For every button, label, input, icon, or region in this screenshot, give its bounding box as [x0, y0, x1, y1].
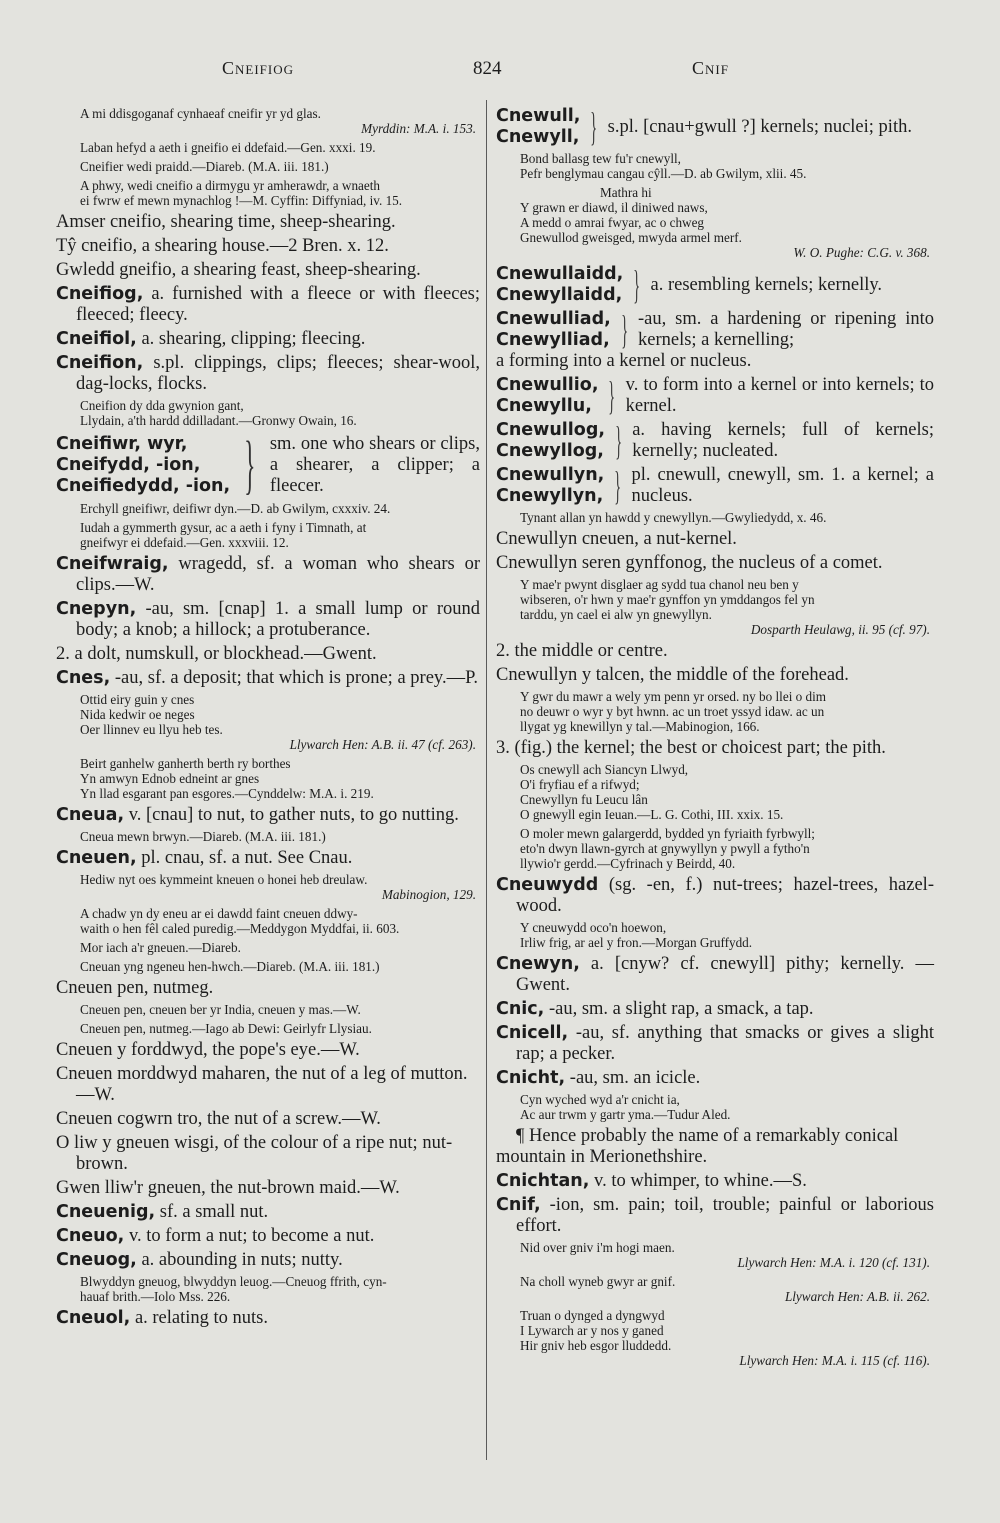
dictionary-entry: [56, 848, 480, 869]
definition: pl. cnewull, cnewyll, sm. 1. a kernel; a nucleus.: [631, 465, 934, 506]
citation-line: gneifwyr ei ddefaid.—Gen. xxxviii. 12.: [80, 535, 289, 550]
citation: [520, 689, 934, 734]
headword: Cnichtan,: [496, 1171, 590, 1191]
headword: Cneifion,: [56, 353, 144, 373]
sub-sense: Cnewullyn cneuen, a nut-kernel.: [496, 529, 737, 549]
definition: v. to form a nut; to become a nut.: [124, 1226, 375, 1246]
definition: -au, sf. anything that smacks or gives a slight rap; a pecker.: [516, 1023, 934, 1064]
dictionary-entry: [56, 554, 480, 596]
citation: [80, 940, 480, 955]
sub-sense: Tŷ cneifio, a shearing house.—2 Bren. x. 12.: [56, 236, 389, 256]
dictionary-entry: [56, 353, 480, 395]
citation-line: Cnewyllyn fu Leucu lân: [520, 792, 648, 807]
headword: Cneifiedydd, -ion,: [56, 475, 231, 496]
citation: [80, 159, 480, 174]
citation-line: Oer llinnev eu llyu heb tes.: [80, 722, 223, 737]
citation-line: Cneuan yng ngeneu hen-hwch.—Diareb. (M.A. iii. 181.): [80, 959, 380, 974]
definition: -ion, sm. pain; toil, trouble; painful or laborious effort.: [516, 1195, 934, 1236]
citation-line: eto'n dwyn llawn-gyrch at gnywyllyn y pwyll a fytho'n: [520, 841, 810, 856]
headword: Cnewullog,: [496, 420, 605, 440]
citation-line: waith o hen fêl caled puredig.—Meddygon Myddfai, ii. 603.: [80, 921, 400, 936]
headword: Cneifiwr, wyr,: [56, 433, 188, 454]
dictionary-entry: [496, 1023, 934, 1065]
braced-entry: [496, 420, 934, 462]
citation: [80, 106, 480, 136]
citation-line: Cneuen pen, cneuen ber yr India, cneuen y mas.—W.: [80, 1002, 361, 1017]
brace-glyph: }: [615, 418, 622, 463]
citation: [520, 1240, 934, 1270]
sub-sense: Cnewullyn y talcen, the middle of the forehead.: [496, 665, 849, 685]
headword: Cnicell,: [496, 1023, 569, 1043]
dictionary-entry: [56, 805, 480, 826]
citation-line: Cneifier wedi praidd.—Diareb. (M.A. iii. 181.): [80, 159, 329, 174]
brace-glyph: }: [614, 463, 622, 508]
definition: sm. one who shears or clips, a shearer, a clipper; a fleecer.: [269, 433, 480, 496]
citation: [80, 398, 480, 428]
sub-sense: 3. (fig.) the kernel; the best or choicest part; the pith.: [496, 738, 886, 758]
headword: Cnewullaidd,: [496, 264, 624, 284]
braced-entry: [496, 106, 934, 148]
braced-entry: [496, 465, 934, 507]
definition: -au, sm. [cnap] 1. a small lump or round body; a knob; a hillock; a protuberance.: [76, 599, 480, 640]
headword-group: [56, 434, 230, 497]
citation-line: Iudah a gymmerth gysur, ac a aeth i fyny i Timnath, at: [80, 520, 367, 535]
headword: Cnewyllyn,: [496, 486, 604, 506]
header-right-guideword: Cnif: [692, 58, 729, 78]
citation-line: O gnewyll egin Ieuan.—L. G. Cothi, III. xxix. 15.: [520, 807, 784, 822]
headword: Cnewyn,: [496, 954, 580, 974]
citation-line: Ac aur trwm y gartr yma.—Tudur Aled.: [520, 1107, 731, 1122]
headword-group: [496, 420, 605, 462]
citation-line: A medd o amrai fwyar, ac o chweg: [520, 215, 705, 230]
definition: -au, sm. a slight rap, a smack, a tap.: [544, 999, 814, 1019]
sub-sense: 2. the middle or centre.: [496, 641, 668, 661]
dictionary-entry: [56, 599, 480, 641]
citation: [520, 920, 934, 950]
citation-line: Yn llad esgarant pan esgores.—Cynddelw: M.A. i. 219.: [80, 786, 374, 801]
citation-line: O'i fryfiau ef a rifwyd;: [520, 777, 640, 792]
sub-sense: Cneuen pen, nutmeg.: [56, 978, 214, 998]
citation-line: A chadw yn dy eneu ar ei dawdd faint cneuen ddwy-: [80, 906, 358, 921]
citation-line: Cneuen pen, nutmeg.—Iago ab Dewi: Geirlyfr Llysiau.: [80, 1021, 372, 1036]
citation: [80, 829, 480, 844]
headword: Cneuwydd: [496, 875, 599, 895]
citation-line: Hediw nyt oes kymmeint kneuen o honei heb dreulaw.: [80, 872, 368, 887]
headword: Cnepyn,: [56, 599, 137, 619]
headword: Cnewullyn,: [496, 465, 605, 485]
headword: Cneifwraig,: [56, 554, 169, 574]
citation-line: Cneifion dy dda gwynion gant,: [80, 398, 244, 413]
citation: [520, 185, 934, 260]
citation-line: Mor iach a'r gneuen.—Diareb.: [80, 940, 241, 955]
definition: v. to form into a kernel or into kernels; to kernel.: [625, 375, 934, 416]
citation-line: Na choll wyneb gwyr ar gnif.: [520, 1274, 676, 1289]
sub-sense: Cneuen y forddwyd, the pope's eye.—W.: [56, 1040, 360, 1060]
headword: Cneua,: [56, 805, 125, 825]
citation-line: Laban hefyd a aeth i gneifio ei ddefaid.—Gen. xxxi. 19.: [80, 140, 376, 155]
citation-line: Erchyll gneifiwr, deifiwr dyn.—D. ab Gwilym, cxxxiv. 24.: [80, 501, 391, 516]
citation-line: I Lywarch ar y nos y ganed: [520, 1323, 664, 1338]
citation: [80, 692, 480, 752]
dictionary-entry: [56, 668, 480, 689]
citation-line: Nida kedwir oe neges: [80, 707, 195, 722]
running-header: [0, 58, 1000, 82]
sub-sense: Gwen lliw'r gneuen, the nut-brown maid.—W.: [56, 1178, 400, 1198]
citation-line: A mi ddisgoganaf cynhaeaf cneifir yr yd glas.: [80, 106, 321, 121]
dictionary-entry: [56, 1202, 480, 1223]
citation-source: Myrddin: M.A. i. 153.: [361, 121, 476, 136]
citation: [80, 1274, 480, 1304]
brace-glyph: }: [590, 104, 598, 149]
citation-line: Hir gniv heb esgor lluddedd.: [520, 1338, 672, 1353]
editorial-note: ¶ Hence probably the name of a remarkably conical mountain in Merionethshire.: [496, 1126, 899, 1167]
headword: Cnewull,: [496, 106, 581, 126]
citation-source: Llywarch Hen: A.B. ii. 47 (cf. 263).: [289, 737, 476, 752]
dictionary-entry: [496, 1171, 934, 1192]
definition: a. resembling kernels; kernelly.: [650, 274, 883, 295]
citation-line: Blwyddyn gneuog, blwyddyn leuog.—Cneuog ffrith, cyn-: [80, 1274, 387, 1289]
citation: [520, 510, 934, 525]
headword: Cneuenig,: [56, 1202, 156, 1222]
citation: [80, 872, 480, 902]
left-column: [56, 106, 480, 1332]
citation-line: no deuwr o wyr y byt hwnn. ac un troet yssyd idaw. ac un: [520, 704, 825, 719]
citation-line: Cneua mewn brwyn.—Diareb. (M.A. iii. 181.): [80, 829, 326, 844]
headword-group: [496, 375, 598, 417]
dictionary-entry: [496, 954, 934, 996]
page-number: 824: [473, 58, 502, 79]
headword: Cnewyllaidd,: [496, 285, 623, 305]
citation-line: hauaf brith.—Iolo Mss. 226.: [80, 1289, 231, 1304]
citation-line: llygat yg knewillyn y tal.—Mabinogion, 166.: [520, 719, 760, 734]
headword: Cneuol,: [56, 1308, 131, 1328]
citation-line: Llydain, a'th hardd ddilladant.—Gronwy Owain, 16.: [80, 413, 357, 428]
citation-line: Truan o dynged a dyngwyd: [520, 1308, 665, 1323]
citation-source: W. O. Pughe: C.G. v. 368.: [793, 245, 930, 260]
citation: [520, 826, 934, 871]
citation: [520, 577, 934, 637]
definition: a. relating to nuts.: [130, 1308, 269, 1328]
definition: -au, sm. an icicle.: [565, 1068, 701, 1088]
headword: Cnewyllu,: [496, 396, 592, 416]
sub-sense: Gwledd gneifio, a shearing feast, sheep-shearing.: [56, 260, 421, 280]
headword: Cnicht,: [496, 1068, 566, 1088]
headword: Cnic,: [496, 999, 545, 1019]
dictionary-entry: [496, 999, 934, 1020]
headword-group: [496, 106, 580, 148]
braced-entry: [56, 428, 480, 501]
sub-sense: O liw y gneuen wisgi, of the colour of a ripe nut; nut-brown.: [56, 1133, 453, 1174]
dictionary-entry: [496, 1068, 934, 1089]
dictionary-entry: [56, 1250, 480, 1271]
citation-line: Y cneuwydd oco'n hoewon,: [520, 920, 667, 935]
dictionary-entry: [496, 1195, 934, 1237]
definition: a. [cnyw? cf. cnewyll] pithy; kernelly. —Gwent.: [516, 954, 934, 995]
definition: v. [cnau] to nut, to gather nuts, to go nutting.: [124, 805, 459, 825]
citation: [80, 140, 480, 155]
column-divider: [486, 100, 487, 1460]
headword: Cneifiol,: [56, 329, 137, 349]
definition: v. to whimper, to whine.—S.: [589, 1171, 807, 1191]
definition: a. shearing, clipping; fleecing.: [136, 329, 366, 349]
citation: [80, 178, 480, 208]
definition: s.pl. [cnau+gwull ?] kernels; nuclei; pith.: [607, 116, 912, 137]
definition: s.pl. clippings, clips; fleeces; shear-wool, dag-locks, flocks.: [76, 353, 480, 394]
definition: -au, sm. a hardening or ripening into kernels; a kernelling;: [637, 309, 934, 350]
brace-glyph: }: [633, 262, 641, 307]
definition: pl. cnau, sf. a nut. See Cnau.: [136, 848, 353, 868]
citation: [80, 906, 480, 936]
brace-glyph: }: [244, 428, 256, 501]
braced-entry: [496, 264, 934, 306]
citation: [80, 756, 480, 801]
citation-line: Bond ballasg tew fu'r cnewyll,: [520, 151, 681, 166]
citation-line: tarddu, yn cael ei alw yn gnewyllyn.: [520, 607, 712, 622]
citation-source: Llywarch Hen: M.A. i. 115 (cf. 116).: [739, 1353, 930, 1368]
definition: -au, sf. a deposit; that which is prone; a prey.—P.: [110, 668, 478, 688]
headword: Cneuo,: [56, 1226, 125, 1246]
headword: Cnif,: [496, 1195, 541, 1215]
definition: (sg. -en, f.) nut-trees; hazel-trees, hazel-wood.: [516, 875, 934, 916]
headword: Cnewyllog,: [496, 441, 604, 461]
dictionary-entry: [56, 284, 480, 326]
definition: a. having kernels; full of kernels; kernelly; nucleated.: [632, 420, 934, 461]
citation-line: Irliw frig, ar ael y fron.—Morgan Gruffydd.: [520, 935, 753, 950]
citation: [80, 959, 480, 974]
headword: Cneifydd, -ion,: [56, 454, 201, 475]
headword: Cnewulliad,: [496, 309, 611, 329]
brace-glyph: }: [608, 373, 616, 418]
citation-line: Mathra hi: [600, 185, 652, 200]
headword: Cneuen,: [56, 848, 137, 868]
citation-line: Y gwr du mawr a wely ym penn yr orsed. ny bo llei o dim: [520, 689, 827, 704]
headword: Cnewullio,: [496, 375, 599, 395]
dictionary-entry: [56, 1308, 480, 1329]
citation: [520, 1274, 934, 1304]
citation-line: Pefr benglymau cangau cŷll.—D. ab Gwilym, xlii. 45.: [520, 166, 807, 181]
definition: a. abounding in nuts; nutty.: [136, 1250, 343, 1270]
citation-source: Mabinogion, 129.: [381, 887, 476, 902]
header-left-guideword: Cneifiog: [222, 58, 294, 78]
sub-sense: Amser cneifio, shearing time, sheep-shearing.: [56, 212, 396, 232]
citation-line: A phwy, wedi cneifio a dirmygu yr amherawdr, a wnaeth: [80, 178, 381, 193]
braced-entry: [496, 309, 934, 351]
citation-source: Dosparth Heulawg, ii. 95 (cf. 97).: [750, 622, 930, 637]
headword: Cnewylliad,: [496, 330, 610, 350]
citation-line: ei fwrw ef mewn mynachlog !—M. Cyffin: Diffyniad, iv. 15.: [80, 193, 403, 208]
braced-entry: [496, 375, 934, 417]
citation-line: Yn amwyn Ednob edneint ar gnes: [80, 771, 260, 786]
definition: a. furnished with a fleece or with fleeces; fleeced; fleecy.: [76, 284, 480, 325]
citation-line: Nid over gniv i'm hogi maen.: [520, 1240, 675, 1255]
headword: Cnes,: [56, 668, 111, 688]
sub-sense: Cneuen cogwrn tro, the nut of a screw.—W.: [56, 1109, 381, 1129]
sub-sense: Cneuen morddwyd maharen, the nut of a leg of mutton.—W.: [56, 1064, 468, 1105]
headword-group: [496, 465, 604, 507]
right-column: [496, 106, 934, 1372]
citation: [80, 501, 480, 516]
citation-line: O moler mewn galargerdd, bydded yn fyriaith fyrbwyll;: [520, 826, 815, 841]
dictionary-entry: [496, 875, 934, 917]
citation-source: Llywarch Hen: M.A. i. 120 (cf. 131).: [737, 1255, 930, 1270]
definition-continuation: a forming into a kernel or nucleus.: [496, 351, 752, 371]
headword: Cneuog,: [56, 1250, 137, 1270]
citation: [80, 1002, 480, 1017]
citation: [80, 520, 480, 550]
citation: [520, 1308, 934, 1368]
citation-line: Os cnewyll ach Siancyn Llwyd,: [520, 762, 689, 777]
citation-line: wibseren, o'r hwn y mae'r gynffon yn ymddangos fel yn: [520, 592, 815, 607]
headword-group: [496, 309, 611, 351]
citation-line: Tynant allan yn hawdd y cnewyllyn.—Gwyliedydd, x. 46.: [520, 510, 827, 525]
sub-sense: Cnewullyn seren gynffonog, the nucleus of a comet.: [496, 553, 883, 573]
citation-source: Llywarch Hen: A.B. ii. 262.: [784, 1289, 930, 1304]
definition: wragedd, sf. a woman who shears or clips.—W.: [76, 554, 480, 595]
citation-line: Y mae'r pwynt disglaer ag sydd tua chanol neu ben y: [520, 577, 799, 592]
dictionary-entry: [56, 329, 480, 350]
sub-sense: 2. a dolt, numskull, or blockhead.—Gwent.: [56, 644, 377, 664]
brace-glyph: }: [621, 307, 628, 352]
citation: [520, 151, 934, 181]
headword: Cnewyll,: [496, 127, 580, 147]
citation: [520, 762, 934, 822]
citation-line: Cyn wyched wyd a'r cnicht ia,: [520, 1092, 680, 1107]
dictionary-entry: [56, 1226, 480, 1247]
headword-group: [496, 264, 623, 306]
citation-line: Beirt ganhelw ganherth berth ry borthes: [80, 756, 291, 771]
citation: [80, 1021, 480, 1036]
citation-line: Gnewullod gweisged, mwyda armel merf.: [520, 230, 742, 245]
citation-line: Y grawn er diawd, il diniwed naws,: [520, 200, 708, 215]
definition: sf. a small nut.: [155, 1202, 269, 1222]
citation: [520, 1092, 934, 1122]
citation-line: Ottid eiry guin y cnes: [80, 692, 195, 707]
citation-line: llywio'r gerdd.—Cyfrinach y Beirdd, 40.: [520, 856, 736, 871]
headword: Cneifiog,: [56, 284, 144, 304]
